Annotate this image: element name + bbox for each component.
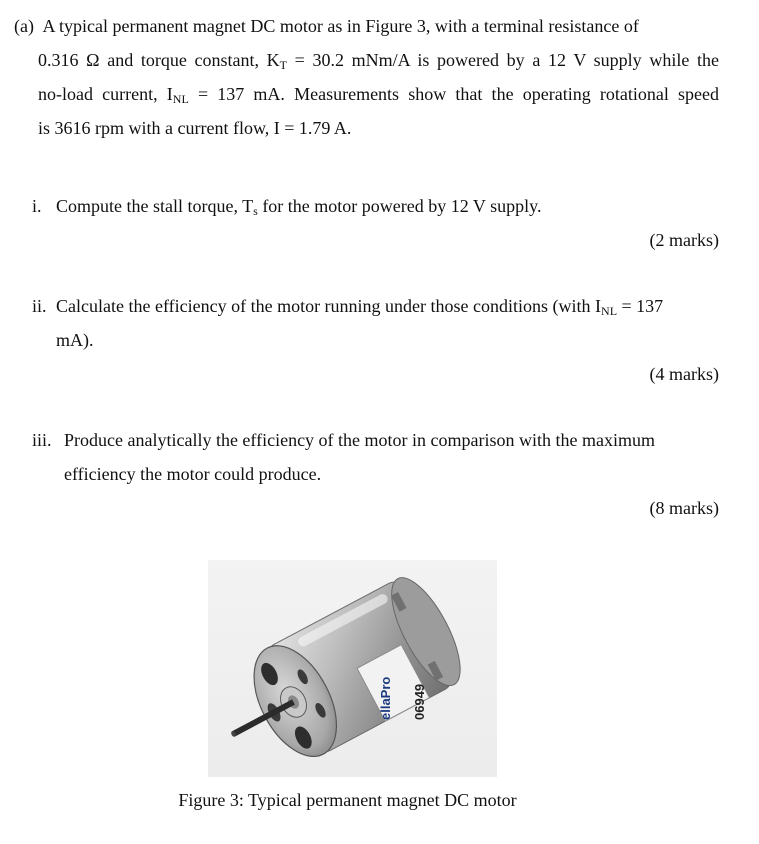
motor-figure xyxy=(208,560,497,777)
question-i-marks: (2 marks) xyxy=(649,230,719,250)
part-a-label: (a) xyxy=(14,16,34,36)
question-i-number: i. xyxy=(32,196,42,216)
figure-caption: Figure 3: Typical permanent magnet DC motor xyxy=(178,790,517,810)
part-a-line-3: no-load current, $I_{NL} = 137$ mA. Measurements show that the operating rotational speed xyxy=(38,84,719,106)
question-ii-text-1: Calculate the efficiency of the motor running under those conditions (with $I_{NL} = 137$ xyxy=(56,296,664,318)
question-ii-number: ii. xyxy=(32,296,47,316)
question-iii-text-1: Produce analytically the efficiency of the motor in comparison with the maximum xyxy=(64,430,656,450)
question-iii xyxy=(32,428,656,452)
inl-subscript: NL xyxy=(172,92,189,106)
question-iii-text-2: efficiency the motor could produce. xyxy=(64,464,322,484)
question-ii xyxy=(32,294,664,318)
kt-subscript: T xyxy=(279,58,288,72)
question-iii-marks: (8 marks) xyxy=(649,498,719,518)
part-a-line-2: 0.316 Ω and torque constant, $K_T = 30.2$ mNm/A is powered by a 12 V supply while the xyxy=(38,50,719,72)
part-a-line-4: is 3616 rpm with a current flow, I = 1.79 A. xyxy=(38,118,352,138)
question-i-text: Compute the stall torque, $T_s$ for the motor powered by 12 V supply. xyxy=(56,196,542,218)
dc-motor-image xyxy=(208,560,497,777)
question-iii-number: iii. xyxy=(32,430,52,450)
question-i xyxy=(32,194,542,218)
motor-label-brand: ellaPro xyxy=(378,676,393,720)
motor-label-code: 06949 xyxy=(412,683,427,720)
part-a-text-1: A typical permanent magnet DC motor as in Figure 3, with a terminal resistance of xyxy=(42,16,639,36)
question-ii-text-2: mA). xyxy=(56,330,94,350)
question-ii-marks: (4 marks) xyxy=(649,364,719,384)
part-a-line-1 xyxy=(14,14,639,38)
